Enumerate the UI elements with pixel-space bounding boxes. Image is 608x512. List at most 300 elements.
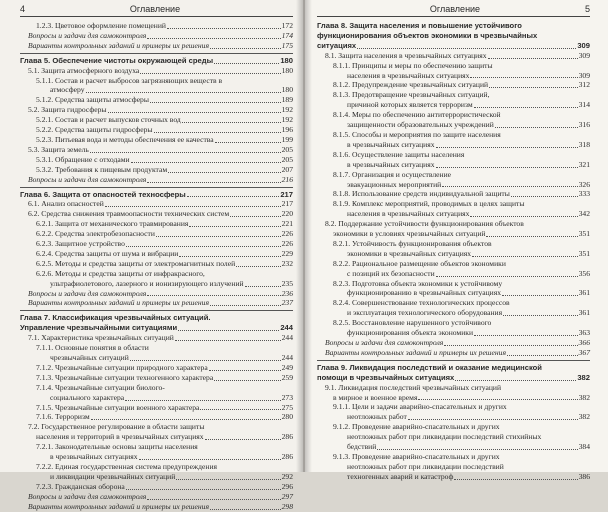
- left-page: [0, 0, 303, 511]
- toc-entry-title: 9.1.2. Проведение аварийно-спасательных и других: [333, 422, 500, 432]
- toc-entry: [20, 229, 293, 239]
- toc-entry: [20, 482, 293, 492]
- toc-dot-leader: [215, 142, 281, 143]
- toc-entry: [20, 502, 293, 512]
- toc-line: [20, 259, 293, 269]
- toc-page-number: 226: [281, 229, 293, 239]
- toc-line: [317, 170, 590, 180]
- toc-page-number: 297: [281, 491, 293, 501]
- toc-dot-leader: [209, 370, 281, 371]
- toc-line: [317, 318, 590, 328]
- toc-entry-title: причиной которых является терроризм: [347, 100, 473, 110]
- toc-line: [317, 130, 590, 140]
- toc-line: [317, 462, 590, 472]
- toc-entry: [317, 422, 590, 452]
- toc-dot-leader: [91, 419, 281, 420]
- toc-dot-leader: [436, 147, 578, 148]
- toc-page-number: 221: [281, 219, 293, 229]
- toc-entry: [317, 199, 590, 219]
- toc-entry-title: 9.1. Ликвидация последствий чрезвычайных ситуаций: [325, 382, 502, 392]
- toc-entry: [20, 373, 293, 383]
- toc-dot-leader: [168, 172, 280, 173]
- toc-entry-title: 8.2.3. Подготовка объекта экономики к устойчивому: [333, 278, 503, 288]
- toc-line: [20, 190, 293, 200]
- toc-entry-title: 7.1.5. Чрезвычайные ситуации военного характера: [36, 402, 200, 412]
- toc-line: [20, 452, 293, 462]
- toc-page-number: 199: [281, 134, 293, 144]
- toc-page-number: 273: [281, 392, 293, 402]
- toc-line: [20, 155, 293, 165]
- toc-page-number: 318: [578, 139, 590, 149]
- toc-entry-title: экономики в условиях чрезвычайных ситуаций: [333, 229, 486, 239]
- toc-entry-title: Вопросы и задачи для самоконтроля: [28, 30, 147, 40]
- toc-entry: [20, 269, 293, 289]
- toc-entry-title: техногенных аварий и катастроф: [347, 471, 454, 481]
- toc-entry-title: Варианты контрольных заданий и примеры их решения: [28, 501, 210, 511]
- toc-entry-title: ситуациях: [317, 40, 357, 50]
- toc-entry: [20, 41, 293, 51]
- toc-line: [20, 21, 293, 31]
- toc-dot-leader: [436, 276, 578, 277]
- toc-page-number: 361: [578, 288, 590, 298]
- toc-entry: [20, 135, 293, 145]
- toc-entry-title: в чрезвычайных ситуациях: [347, 139, 435, 149]
- toc-dot-leader: [214, 380, 280, 381]
- toc-page-number: 216: [281, 174, 293, 184]
- toc-entry-title: 8.1. Защита населения в чрезвычайных ситуациях: [325, 50, 487, 60]
- toc-line: [317, 229, 590, 239]
- toc-line: [20, 502, 293, 512]
- toc-entry-title: неотложных работ: [347, 412, 407, 422]
- toc-line: [20, 165, 293, 175]
- toc-dot-leader: [147, 499, 280, 500]
- toc-entry: [317, 338, 590, 348]
- toc-line: [20, 323, 293, 333]
- toc-page-number: 217: [281, 199, 293, 209]
- toc-entry-title: 8.1.5. Способы и мероприятия по защите населения: [333, 129, 501, 139]
- toc-entry: [20, 363, 293, 373]
- toc-entry-title: 8.1.2. Предупреждение чрезвычайных ситуаций: [333, 80, 489, 90]
- toc-dot-leader: [470, 216, 577, 217]
- toc-entry: [20, 199, 293, 209]
- toc-line: [20, 353, 293, 363]
- toc-entry: [317, 402, 590, 422]
- toc-entry-title: 5.1. Защита атмосферного воздуха: [28, 65, 140, 75]
- toc-dot-leader: [418, 399, 577, 400]
- toc-entry-title: 6.1. Анализ опасностей: [28, 199, 104, 209]
- toc-page-number: 192: [281, 115, 293, 125]
- toc-page-number: 361: [578, 308, 590, 318]
- toc-line: [317, 373, 590, 383]
- toc-entry: [317, 383, 590, 403]
- toc-entry: [20, 105, 293, 115]
- toc-line: [317, 393, 590, 403]
- toc-line: [317, 432, 590, 442]
- right-page-number: 5: [584, 4, 590, 14]
- toc-line: [317, 269, 590, 279]
- toc-entry-title: Вопросы и задачи для самоконтроля: [28, 288, 147, 298]
- toc-line: [317, 472, 590, 482]
- toc-line: [20, 41, 293, 51]
- left-page-header: [20, 4, 293, 17]
- toc-entry-title: атмосферу: [50, 85, 85, 95]
- toc-page-number: 180: [281, 85, 293, 95]
- toc-line: [317, 308, 590, 318]
- toc-chapter-entry: [20, 310, 293, 333]
- toc-line: [317, 279, 590, 289]
- toc-page-number: 351: [578, 248, 590, 258]
- toc-page-number: 226: [281, 239, 293, 249]
- toc-page-number: 180: [281, 65, 293, 75]
- toc-entry-title: населения в чрезвычайных ситуациях: [347, 209, 470, 219]
- toc-entry-title: 5.1.1. Состав и расчет выбросов загрязняющих веществ в: [36, 75, 223, 85]
- toc-line: [317, 180, 590, 190]
- toc-entry-title: помощи в чрезвычайных ситуациях: [317, 372, 455, 382]
- toc-entry-title: защищенности образовательных учреждений: [347, 120, 494, 130]
- toc-page-number: 172: [281, 21, 293, 30]
- toc-line: [20, 105, 293, 115]
- toc-line: [20, 269, 293, 279]
- toc-line: [317, 71, 590, 81]
- toc-dot-leader: [495, 127, 578, 128]
- toc-entry-title: 9.1.1. Цели и задачи аварийно-спасательных и других: [333, 402, 507, 412]
- toc-entry-title: 8.1.7. Организация и осуществление: [333, 169, 452, 179]
- toc-entry-title: 1.2.3. Цветовое оформление помещений: [36, 21, 166, 30]
- toc-entry-title: эвакуационных мероприятий: [347, 179, 442, 189]
- toc-page-number: 189: [281, 95, 293, 105]
- toc-page-number: 207: [281, 164, 293, 174]
- toc-page-number: 386: [578, 471, 590, 481]
- toc-entry-title: 8.2. Поддержание устойчивости функционирования объектов: [325, 219, 524, 229]
- toc-entry: [20, 333, 293, 343]
- toc-entry-title: 8.2.4. Совершенствование технологических процессов: [333, 298, 510, 308]
- toc-entry-title: функционированию в чрезвычайных ситуациях: [347, 288, 501, 298]
- toc-line: [317, 249, 590, 259]
- toc-entry-title: 5.2.3. Питьевая вода и методы обеспечения ее качества: [36, 134, 214, 144]
- toc-dot-leader: [178, 330, 279, 331]
- left-running-title: Оглавление: [129, 4, 181, 14]
- toc-page-number: 220: [281, 209, 293, 219]
- toc-page-number: 236: [281, 288, 293, 298]
- toc-dot-leader: [125, 400, 280, 401]
- toc-line: [317, 199, 590, 209]
- toc-entry-title: 7.1.3. Чрезвычайные ситуации техногенного характера: [36, 372, 214, 382]
- toc-entry-title: и ликвидации чрезвычайных ситуаций: [50, 471, 176, 481]
- toc-entry-title: в чрезвычайных ситуациях: [50, 452, 138, 462]
- toc-entry-title: в чрезвычайных ситуациях: [347, 159, 435, 169]
- right-running-title: Оглавление: [429, 4, 481, 14]
- toc-entry-title: функционирования объекта экономики: [347, 328, 474, 338]
- toc-entry-title: Варианты контрольных заданий и примеры их решения: [28, 40, 210, 50]
- toc-dot-leader: [455, 380, 576, 381]
- toc-dot-leader: [147, 38, 280, 39]
- toc-dot-leader: [126, 246, 281, 247]
- toc-page-number: 342: [578, 209, 590, 219]
- toc-dot-leader: [139, 459, 281, 460]
- left-toc: [20, 21, 293, 512]
- toc-dot-leader: [175, 340, 281, 341]
- toc-dot-leader: [150, 102, 281, 103]
- toc-line: [20, 333, 293, 343]
- toc-line: [20, 56, 293, 66]
- toc-entry-title: 5.2.1. Состав и расчет выпусков сточных вод: [36, 115, 181, 125]
- toc-page-number: 321: [578, 159, 590, 169]
- toc-entry-title: 5.3.2. Требования к пищевым продуктам: [36, 164, 168, 174]
- toc-entry: [20, 492, 293, 502]
- toc-line: [20, 31, 293, 41]
- toc-line: [317, 140, 590, 150]
- toc-page-number: 244: [281, 333, 293, 343]
- toc-line: [317, 363, 590, 373]
- toc-chapter-entry: [20, 187, 293, 200]
- toc-entry: [317, 239, 590, 259]
- toc-page-number: 286: [281, 432, 293, 442]
- toc-dot-leader: [187, 196, 280, 197]
- toc-page-number: 205: [281, 144, 293, 154]
- toc-line: [20, 403, 293, 413]
- toc-line: [20, 199, 293, 209]
- toc-page-number: 249: [281, 362, 293, 372]
- toc-line: [317, 100, 590, 110]
- toc-entry-title: 7.1.2. Чрезвычайные ситуации природного характера: [36, 362, 208, 372]
- toc-entry-title: 5.2. Защита гидросферы: [28, 105, 107, 115]
- toc-dot-leader: [488, 58, 578, 59]
- toc-line: [20, 482, 293, 492]
- toc-dot-leader: [131, 162, 281, 163]
- toc-line: [20, 115, 293, 125]
- toc-dot-leader: [377, 449, 577, 450]
- toc-dot-leader: [130, 360, 281, 361]
- toc-line: [317, 61, 590, 71]
- toc-entry: [317, 130, 590, 150]
- left-page-number: 4: [20, 4, 26, 14]
- toc-line: [317, 239, 590, 249]
- toc-dot-leader: [489, 87, 578, 88]
- toc-entry: [20, 259, 293, 269]
- toc-entry: [20, 125, 293, 135]
- toc-page-number: 175: [281, 40, 293, 50]
- toc-entry-title: Вопросы и задачи для самоконтроля: [28, 174, 147, 184]
- toc-page-number: 309: [578, 50, 590, 60]
- toc-entry-title: 7.1.6. Терроризм: [36, 412, 90, 422]
- toc-entry: [20, 209, 293, 219]
- toc-page-number: 275: [281, 402, 293, 412]
- toc-line: [20, 393, 293, 403]
- toc-line: [20, 95, 293, 105]
- toc-dot-leader: [502, 295, 578, 296]
- toc-line: [20, 229, 293, 239]
- toc-line: [20, 125, 293, 135]
- toc-line: [317, 412, 590, 422]
- toc-dot-leader: [408, 419, 578, 420]
- toc-entry-title: 6.2.5. Методы и средства защиты от электромагнитных полей: [36, 258, 236, 268]
- toc-chapter-entry: [317, 21, 590, 51]
- toc-entry: [317, 298, 590, 318]
- toc-line: [20, 66, 293, 76]
- toc-line: [317, 328, 590, 338]
- toc-line: [317, 21, 590, 31]
- toc-line: [317, 288, 590, 298]
- toc-dot-leader: [230, 216, 280, 217]
- toc-entry: [317, 189, 590, 199]
- toc-entry-title: 8.1.9. Комплекс мероприятий, проводимых в целях защиты: [333, 199, 525, 209]
- toc-page-number: 366: [578, 338, 590, 347]
- toc-entry-title: 7.2.2. Единая государственная система предупреждения: [36, 461, 218, 471]
- toc-entry-title: 8.2.5. Восстановление нарушенного устойчивого: [333, 318, 492, 328]
- toc-entry-title: в мирное и военное время: [333, 392, 418, 402]
- toc-dot-leader: [108, 112, 281, 113]
- toc-line: [317, 41, 590, 51]
- toc-entry: [20, 175, 293, 185]
- toc-line: [20, 76, 293, 86]
- toc-entry-title: 5.3. Защита земель: [28, 144, 89, 154]
- toc-entry: [20, 219, 293, 229]
- toc-page-number: 235: [281, 278, 293, 288]
- toc-dot-leader: [210, 509, 281, 510]
- toc-dot-leader: [154, 132, 281, 133]
- toc-line: [20, 298, 293, 308]
- toc-line: [317, 219, 590, 229]
- toc-entry: [317, 348, 590, 358]
- toc-dot-leader: [147, 295, 280, 296]
- toc-dot-leader: [245, 286, 281, 287]
- toc-line: [20, 363, 293, 373]
- toc-entry-title: социального характера: [50, 392, 125, 402]
- toc-entry: [20, 66, 293, 76]
- toc-entry-title: населения в чрезвычайных ситуациях: [347, 70, 470, 80]
- toc-line: [317, 160, 590, 170]
- toc-entry: [317, 110, 590, 130]
- toc-entry: [317, 61, 590, 81]
- toc-entry: [317, 170, 590, 190]
- toc-entry: [20, 249, 293, 259]
- toc-entry: [317, 452, 590, 482]
- toc-page-number: 367: [578, 347, 590, 357]
- toc-page-number: 333: [578, 189, 590, 199]
- toc-page-number: 382: [578, 412, 590, 422]
- toc-dot-leader: [474, 335, 578, 336]
- toc-page-number: 205: [281, 154, 293, 164]
- toc-line: [317, 402, 590, 412]
- toc-page-number: 286: [281, 452, 293, 462]
- toc-page-number: 316: [578, 120, 590, 130]
- toc-line: [317, 298, 590, 308]
- toc-line: [20, 383, 293, 393]
- toc-dot-leader: [176, 479, 280, 480]
- toc-page-number: 312: [578, 80, 590, 90]
- toc-line: [20, 135, 293, 145]
- toc-entry: [20, 239, 293, 249]
- toc-dot-leader: [511, 196, 578, 197]
- toc-dot-leader: [472, 256, 578, 257]
- toc-line: [20, 85, 293, 95]
- toc-line: [20, 462, 293, 472]
- toc-line: [317, 259, 590, 269]
- toc-entry-title: 6.2.6. Методы и средства защиты от инфракрасного,: [36, 268, 205, 278]
- toc-line: [20, 412, 293, 422]
- toc-page-number: 314: [578, 100, 590, 110]
- toc-line: [317, 422, 590, 432]
- toc-entry: [20, 155, 293, 165]
- toc-entry-title: Глава 6. Защита от опасностей техносферы: [20, 189, 186, 199]
- toc-dot-leader: [86, 92, 281, 93]
- toc-line: [317, 442, 590, 452]
- toc-entry-title: Глава 8. Защита населения и повышение устойчивого: [317, 21, 522, 30]
- toc-entry-title: Варианты контрольных заданий и примеры их решения: [325, 347, 507, 357]
- toc-line: [317, 51, 590, 61]
- toc-page-number: 217: [280, 189, 293, 199]
- toc-line: [20, 343, 293, 353]
- toc-entry-title: 9.1.3. Проведение аварийно-спасательных и других: [333, 451, 500, 461]
- toc-entry-title: 7.1. Характеристика чрезвычайных ситуаций: [28, 333, 174, 343]
- toc-dot-leader: [156, 236, 281, 237]
- toc-entry: [20, 95, 293, 105]
- toc-line: [20, 209, 293, 219]
- toc-entry-title: 7.1.1. Основные понятия в области: [36, 343, 149, 353]
- toc-dot-leader: [503, 315, 578, 316]
- toc-dot-leader: [182, 122, 281, 123]
- toc-line: [20, 373, 293, 383]
- toc-line: [317, 452, 590, 462]
- toc-page-number: 259: [281, 372, 293, 382]
- toc-dot-leader: [126, 489, 281, 490]
- toc-entry-title: бедствий: [347, 442, 377, 452]
- toc-entry-title: 6.2.1. Защита от механического травмирования: [36, 219, 189, 229]
- toc-entry: [20, 76, 293, 96]
- toc-chapter-entry: [317, 360, 590, 383]
- toc-entry-title: 5.1.2. Средства защиты атмосферы: [36, 95, 149, 105]
- toc-page-number: 384: [578, 442, 590, 452]
- toc-entry: [20, 31, 293, 41]
- toc-entry-title: ультрафиолетового, лазерного и ионизирующего излучений: [50, 278, 244, 288]
- right-page-header: [317, 4, 590, 17]
- toc-dot-leader: [470, 77, 577, 78]
- toc-page-number: 309: [577, 40, 590, 50]
- toc-dot-leader: [486, 236, 577, 237]
- toc-entry: [317, 51, 590, 61]
- toc-dot-leader: [205, 439, 281, 440]
- toc-line: [20, 289, 293, 299]
- toc-entry: [20, 115, 293, 125]
- toc-entry: [317, 259, 590, 279]
- toc-dot-leader: [147, 182, 280, 183]
- toc-entry: [317, 90, 590, 110]
- toc-dot-leader: [214, 63, 279, 64]
- toc-entry-title: экономики в чрезвычайных ситуациях: [347, 248, 472, 258]
- toc-entry: [317, 318, 590, 338]
- toc-page-number: 382: [578, 392, 590, 402]
- toc-page-number: 180: [280, 55, 293, 65]
- toc-entry-title: 5.2.2. Средства защиты гидросферы: [36, 125, 153, 135]
- toc-line: [20, 422, 293, 432]
- toc-dot-leader: [444, 345, 577, 346]
- toc-entry-title: 8.2.1. Устойчивость функционирования объектов: [333, 238, 492, 248]
- toc-entry: [20, 442, 293, 462]
- toc-chapter-entry: [20, 53, 293, 66]
- toc-entry: [20, 462, 293, 482]
- toc-dot-leader: [210, 48, 281, 49]
- toc-page-number: 232: [281, 258, 293, 268]
- toc-dot-leader: [200, 409, 280, 410]
- toc-line: [20, 239, 293, 249]
- toc-entry-title: 6.2.4. Средства защиты от шума и вибрации: [36, 248, 179, 258]
- toc-entry: [20, 21, 293, 31]
- toc-entry: [317, 219, 590, 239]
- toc-entry: [317, 279, 590, 299]
- toc-entry: [317, 150, 590, 170]
- toc-dot-leader: [474, 107, 578, 108]
- toc-entry-title: неотложных работ при ликвидации последствий стихийных: [347, 432, 542, 442]
